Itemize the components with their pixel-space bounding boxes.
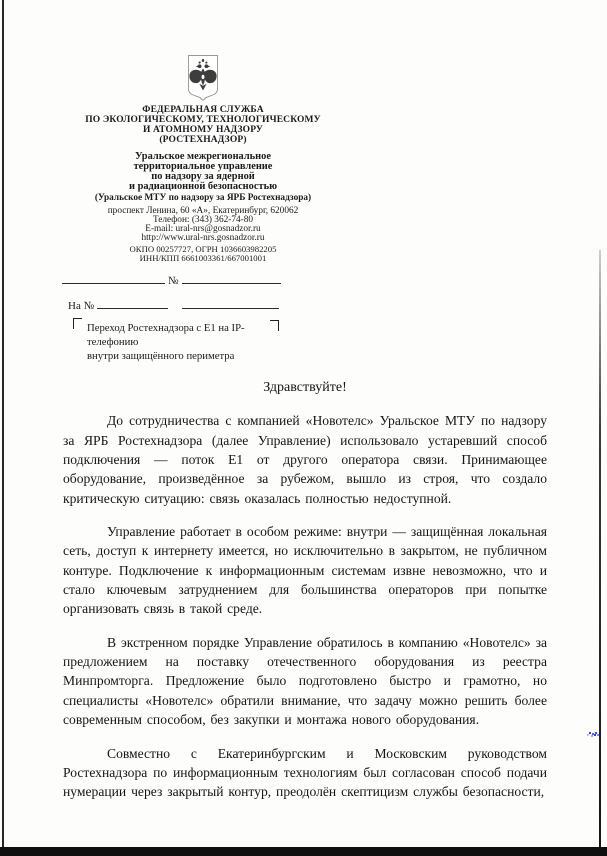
org-line: (РОСТЕХНАДЗОР) xyxy=(159,135,247,145)
org-name-block xyxy=(38,105,368,145)
body-paragraph: Совместно с Екатеринбургским и Московским руководством Ростехнадзора по информационным технологиям был согласован способ подачи нумерации через закрытый контур, преодолён скептицизм службы безопасности, xyxy=(63,745,547,800)
division-short-name: (Уральское МТУ по надзору за ЯРБ Ростехнадзора) xyxy=(94,193,312,203)
division-line: территориальное управление xyxy=(133,161,273,172)
body-paragraph: До сотрудничества с компанией «Новотелс» Уральское МТУ по надзору за ЯРБ Ростехнадзора (далее Управление) использовало устаревший способ подключения — поток Е1 от другого оператора связи. Принимающее оборудование, произведённое за рубежом, вышло из строя, что создало критическую ситуацию: связь оказалась полностью недоступной. xyxy=(63,413,547,506)
body-paragraph: В экстренном порядке Управление обратилось в компанию «Новотелс» за предложением на поставку отечественного оборудования из реестра Минпромторга. Предложение было подготовлено быстро и грамотно, но специалисты «Новотелс» обратили внимание, что задачу можно решить более современным способом, без закупки и монтажа нового оборудования. xyxy=(63,634,547,728)
org-line: ПО ЭКОЛОГИЧЕСКОМУ, ТЕХНОЛОГИЧЕСКОМУ xyxy=(85,115,321,125)
registry-codes-block xyxy=(38,245,368,263)
scan-edge-right xyxy=(599,250,601,856)
contact-block xyxy=(38,207,368,244)
number-blank-line xyxy=(182,271,281,284)
org-line: И АТОМНОМУ НАДЗОРУ xyxy=(142,125,264,135)
subject-block xyxy=(73,317,279,363)
coat-of-arms-emblem xyxy=(184,54,222,104)
letter-body xyxy=(63,378,547,802)
greeting: Здравствуйте! xyxy=(263,380,347,395)
subject-text xyxy=(87,322,279,363)
number-sign-label: № xyxy=(168,275,179,287)
reply-label: На № xyxy=(68,300,95,312)
scan-edge-left xyxy=(2,0,4,856)
division-line: Уральское межрегиональное xyxy=(135,151,271,162)
website-line: http://www.ural-nrs.gosnadzor.ru xyxy=(141,233,265,244)
division-line: и радиационной безопасностью xyxy=(128,181,278,192)
division-name-block xyxy=(38,152,368,192)
email-line: E-mail: ural-nrs@gosnadzor.ru xyxy=(145,224,261,235)
reply-number-row xyxy=(68,296,279,312)
corner-bracket-left xyxy=(73,318,82,329)
corner-bracket-right xyxy=(270,320,279,331)
address-line: проспект Ленина, 60 «А», Екатеринбург, 620062 xyxy=(107,205,299,216)
scan-edge-bottom xyxy=(0,847,607,856)
division-line: по надзору за ядерной xyxy=(151,171,255,182)
reply-number-blank-line xyxy=(97,296,168,309)
inn-kpp-line: ИНН/КПП 6661003361/667001001 xyxy=(139,252,267,263)
phone-line: Телефон: (343) 362-74-80 xyxy=(152,214,254,225)
reply-date-blank-line xyxy=(182,296,279,309)
subject-line: внутри защищённого периметра xyxy=(87,349,235,362)
org-line: ФЕДЕРАЛЬНАЯ СЛУЖБА xyxy=(142,105,264,115)
letterhead xyxy=(38,54,368,263)
scan-ink-artifact xyxy=(589,732,591,734)
okpo-ogrn-line: ОКПО 00257727, ОГРН 1036603982205 xyxy=(129,243,277,254)
date-blank-line xyxy=(62,271,165,284)
body-paragraph: Управление работает в особом режиме: внутри — защищённая локальная сеть, доступ к интернету имеется, но исключительно в закрытом, не публичном контуре. Подключение к информационным системам извне невозможно, что и стало ключевым затруднением для большинства операторов при попытке организовать связь в такой среде. xyxy=(63,524,547,617)
subject-line: Переход Ростехнадзора с Е1 на IP-телефонию xyxy=(87,322,245,348)
outgoing-number-row xyxy=(62,271,281,287)
